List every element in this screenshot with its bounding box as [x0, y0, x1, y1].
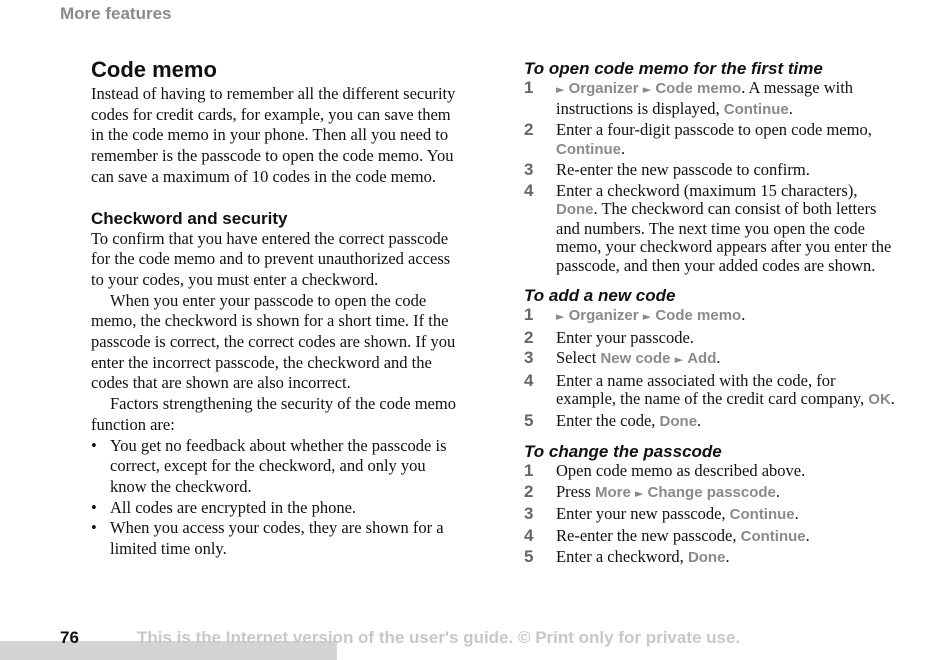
page-title: Code memo — [91, 57, 217, 82]
step-text: Enter a name associated with the code, for example, the name of the credit card company, — [556, 370, 869, 408]
menu-new-code: New code — [600, 350, 671, 367]
right-column — [524, 58, 899, 570]
step-number: 3 — [524, 504, 534, 523]
bullet-icon: • — [91, 497, 97, 517]
step-text: Enter the code, — [556, 410, 660, 430]
list-item-text: You get no feedback about whether the passcode is correct, except for the checkword, and only you know the checkword. — [110, 435, 447, 496]
footer — [60, 628, 79, 648]
period: . — [716, 348, 721, 367]
step-number: 1 — [524, 78, 534, 97]
step-text: . A message with instructions is displayed, — [556, 78, 854, 118]
step-item — [524, 527, 899, 547]
step-text: Re-enter the new passcode, — [556, 525, 741, 545]
softkey-add: Add — [687, 350, 717, 367]
step-item — [524, 548, 899, 568]
step-number: 4 — [524, 525, 534, 545]
step-item — [524, 306, 899, 327]
step-text: Enter a checkword, — [556, 547, 688, 566]
step-item — [524, 161, 899, 180]
step-text: Enter a four-digit passcode to open code memo, — [556, 120, 872, 139]
menu-organizer: Organizer — [568, 307, 639, 324]
paragraph-confirm: To confirm that you have entered the correct passcode for the code memo and to prevent unauthorized access to your codes, you must enter a checkword. — [91, 228, 451, 289]
arrow-icon: ► — [634, 486, 644, 500]
step-number: 5 — [524, 410, 534, 430]
softkey-done: Done — [659, 412, 698, 430]
paragraph-checkword: When you enter your passcode to open the code memo, the checkword is shown for a short time. If the passcode is correct, the correct codes are shown. If you enter the incorrect passcode, the checkword and the codes that are shown are also incorrect. — [91, 290, 456, 393]
step-number: 2 — [524, 327, 534, 347]
intro-paragraph: Instead of having to remember all the different security codes for credit cards, for example, you can save them in the code memo in your phone. Then all you need to remember is the passcode to open the code memo. You can save a maximum of 10 codes in the code memo. — [91, 84, 456, 186]
period: . — [697, 410, 702, 430]
softkey-continue: Continue — [740, 527, 806, 545]
arrow-icon: ► — [642, 83, 652, 96]
step-text: Enter a checkword (maximum 15 characters), — [556, 180, 858, 200]
step-text: Press — [556, 481, 595, 501]
step-text: Re-enter the new passcode to confirm. — [556, 160, 810, 179]
list-item — [91, 436, 463, 498]
softkey-done: Done — [687, 549, 726, 566]
period: . — [890, 389, 895, 408]
period: . — [775, 481, 781, 501]
steps-add-new-code — [524, 306, 899, 431]
arrow-icon: ► — [642, 310, 652, 323]
menu-code-memo: Code memo — [655, 307, 742, 324]
softkey-continue: Continue — [556, 140, 621, 158]
step-item — [524, 483, 899, 504]
softkey-ok: OK — [868, 391, 891, 408]
section-header: More features — [60, 4, 172, 23]
step-item — [524, 121, 899, 159]
menu-code-memo: Code memo — [655, 80, 742, 97]
step-item — [524, 349, 899, 370]
step-item — [524, 412, 899, 432]
heading-open-code-memo: To open code memo for the first time — [524, 59, 823, 78]
menu-organizer: Organizer — [568, 80, 639, 97]
security-factors-list — [91, 436, 463, 560]
left-column — [91, 58, 463, 560]
step-number: 1 — [524, 461, 534, 480]
step-item — [524, 462, 899, 481]
step-text: Select — [556, 348, 601, 367]
period: . — [794, 504, 799, 523]
heading-add-new-code: To add a new code — [524, 286, 676, 305]
softkey-continue: Continue — [729, 506, 795, 523]
softkey-done: Done — [556, 201, 594, 218]
steps-change-passcode — [524, 462, 899, 568]
step-item — [524, 182, 899, 276]
arrow-icon: ► — [674, 353, 684, 366]
step-number: 1 — [524, 305, 534, 324]
period: . — [621, 138, 626, 158]
paragraph-factors: Factors strengthening the security of the code memo function are: — [91, 394, 456, 434]
menu-more: More — [594, 483, 631, 501]
arrow-icon: ► — [556, 310, 565, 323]
page-number: 76 — [60, 628, 79, 647]
step-number: 3 — [524, 160, 534, 179]
step-item — [524, 505, 899, 525]
period: . — [725, 547, 730, 566]
softkey-continue: Continue — [723, 100, 789, 118]
footer-note: This is the Internet version of the user's guide. © Print only for private use. — [137, 628, 741, 647]
list-item-text: When you access your codes, they are shown for a limited time only. — [110, 518, 444, 559]
step-number: 2 — [524, 481, 534, 501]
bullet-icon: • — [91, 435, 97, 455]
step-number: 4 — [524, 180, 534, 200]
step-number: 2 — [524, 120, 534, 139]
list-item — [91, 518, 463, 559]
steps-open-code-memo — [524, 79, 899, 275]
list-item — [91, 498, 463, 519]
step-text: . The checkword can consist of both letters and numbers. The next time you open the code memo, your checkword appears after you enter the passcode, and then your added codes are shown. — [556, 199, 892, 275]
step-item — [524, 372, 899, 410]
bullet-icon: • — [91, 518, 97, 538]
step-text: Enter your new passcode, — [556, 504, 730, 523]
period: . — [788, 98, 793, 118]
step-number: 4 — [524, 370, 534, 390]
step-text: Open code memo as described above. — [556, 461, 806, 480]
list-item-text: All codes are encrypted in the phone. — [110, 497, 357, 517]
period: . — [741, 305, 746, 324]
subtitle-checkword: Checkword and security — [91, 208, 288, 228]
step-number: 5 — [524, 547, 534, 566]
step-item — [524, 79, 899, 119]
arrow-icon: ► — [556, 83, 565, 96]
step-number: 3 — [524, 348, 534, 367]
step-item — [524, 329, 899, 348]
step-text: Enter your passcode. — [556, 327, 694, 347]
period: . — [805, 525, 810, 545]
menu-change-passcode: Change passcode — [647, 483, 776, 501]
heading-change-passcode: To change the passcode — [524, 442, 722, 461]
